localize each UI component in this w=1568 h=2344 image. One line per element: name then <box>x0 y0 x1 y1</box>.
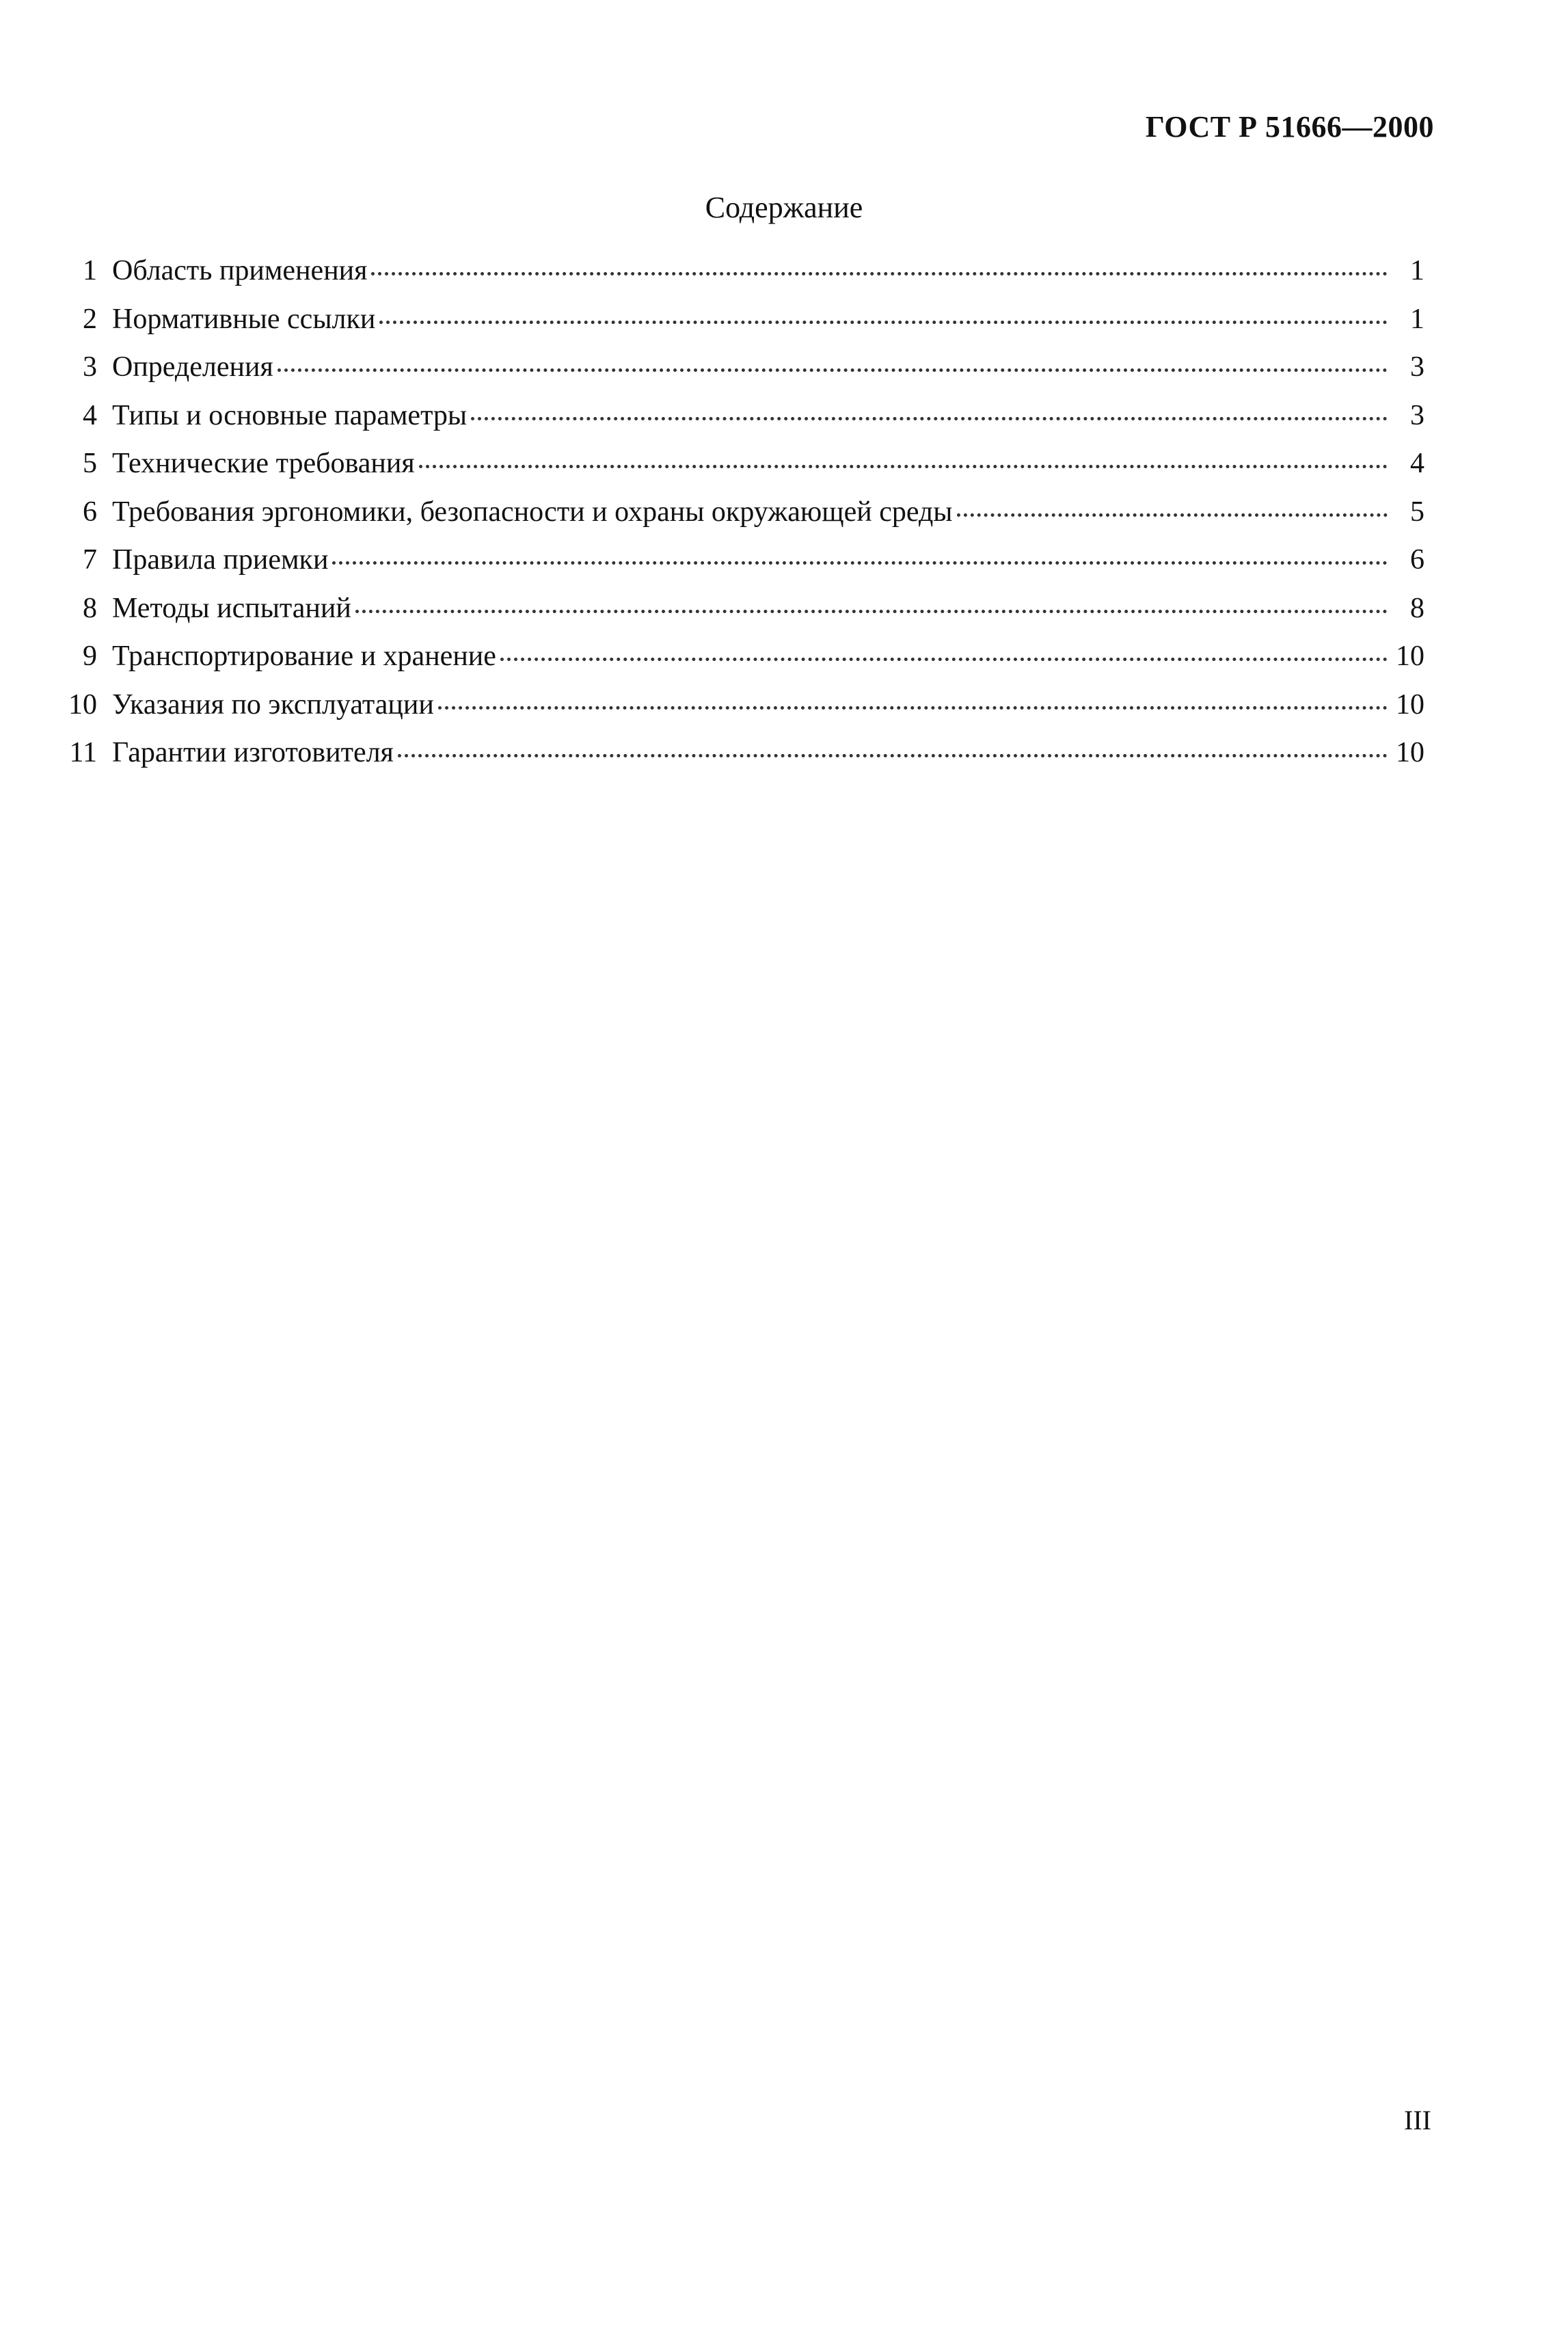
toc-entry-page: 10 <box>1396 688 1424 720</box>
toc-entry-number: 10 <box>68 688 97 720</box>
toc-entry-page: 1 <box>1410 255 1424 286</box>
toc-leader-dots <box>957 513 1388 517</box>
toc-entry-number: 9 <box>83 641 97 672</box>
toc-entry-label: Определения <box>112 351 273 383</box>
toc-entry-label: Типы и основные параметры <box>112 399 468 431</box>
toc-entry-page: 6 <box>1410 544 1424 576</box>
toc-entry-page: 10 <box>1396 641 1424 672</box>
toc-entry[interactable] <box>62 543 1424 592</box>
toc-entry-label: Нормативные ссылки <box>112 303 376 335</box>
toc-entry[interactable] <box>62 351 1424 399</box>
toc-entry[interactable] <box>62 447 1424 496</box>
toc-entry-number: 1 <box>83 255 97 286</box>
toc-leader-dots <box>371 272 1388 275</box>
toc-title: Содержание <box>705 191 863 224</box>
toc-entry-page: 5 <box>1410 496 1424 528</box>
toc-leader-dots <box>438 706 1388 710</box>
toc-entry-number: 11 <box>69 737 97 768</box>
toc-leader-dots <box>471 417 1388 420</box>
toc-entry-number: 6 <box>83 496 97 528</box>
toc-entry[interactable] <box>62 496 1424 544</box>
toc-entry-page: 10 <box>1396 737 1424 768</box>
toc-entry[interactable] <box>62 303 1424 351</box>
toc-entry[interactable] <box>62 688 1424 737</box>
toc-entry[interactable] <box>62 592 1424 641</box>
toc-entry[interactable] <box>62 640 1424 688</box>
toc-leader-dots <box>419 465 1388 468</box>
toc-entry-number: 8 <box>83 592 97 624</box>
toc-leader-dots <box>278 368 1388 372</box>
toc-entry-page: 3 <box>1410 399 1424 431</box>
toc-entry-number: 2 <box>83 303 97 335</box>
toc-entry-page: 3 <box>1410 351 1424 383</box>
toc-entry-page: 1 <box>1410 303 1424 335</box>
toc-entry[interactable] <box>62 736 1424 785</box>
toc-entry-label: Область применения <box>112 255 368 286</box>
toc-entry-label: Гарантии изготовителя <box>112 737 394 768</box>
toc-leader-dots <box>355 610 1388 613</box>
toc-entry[interactable] <box>62 399 1424 448</box>
toc-entry-number: 3 <box>83 351 97 383</box>
toc-entry-label: Технические требования <box>112 448 415 479</box>
toc-entry-page: 4 <box>1410 448 1424 479</box>
toc-entry-number: 5 <box>83 448 97 479</box>
document-code: ГОСТ Р 51666—2000 <box>1145 110 1434 144</box>
toc-entry-label: Правила приемки <box>112 544 329 576</box>
toc-leader-dots <box>500 658 1388 661</box>
toc-entry-label: Транспортирование и хранение <box>112 641 496 672</box>
toc-entry-label: Указания по эксплуатации <box>112 688 434 720</box>
toc-leader-dots <box>379 321 1388 324</box>
table-of-contents <box>62 254 1424 785</box>
toc-entry-label: Требования эргономики, безопасности и охраны окружающей среды <box>112 496 953 528</box>
toc-entry-label: Методы испытаний <box>112 592 351 624</box>
toc-leader-dots <box>332 561 1388 565</box>
toc-entry-page: 8 <box>1410 592 1424 624</box>
toc-leader-dots <box>398 754 1388 757</box>
page-number: III <box>1404 2105 1431 2136</box>
toc-entry-number: 4 <box>83 399 97 431</box>
toc-entry[interactable] <box>62 254 1424 303</box>
toc-entry-number: 7 <box>83 544 97 576</box>
